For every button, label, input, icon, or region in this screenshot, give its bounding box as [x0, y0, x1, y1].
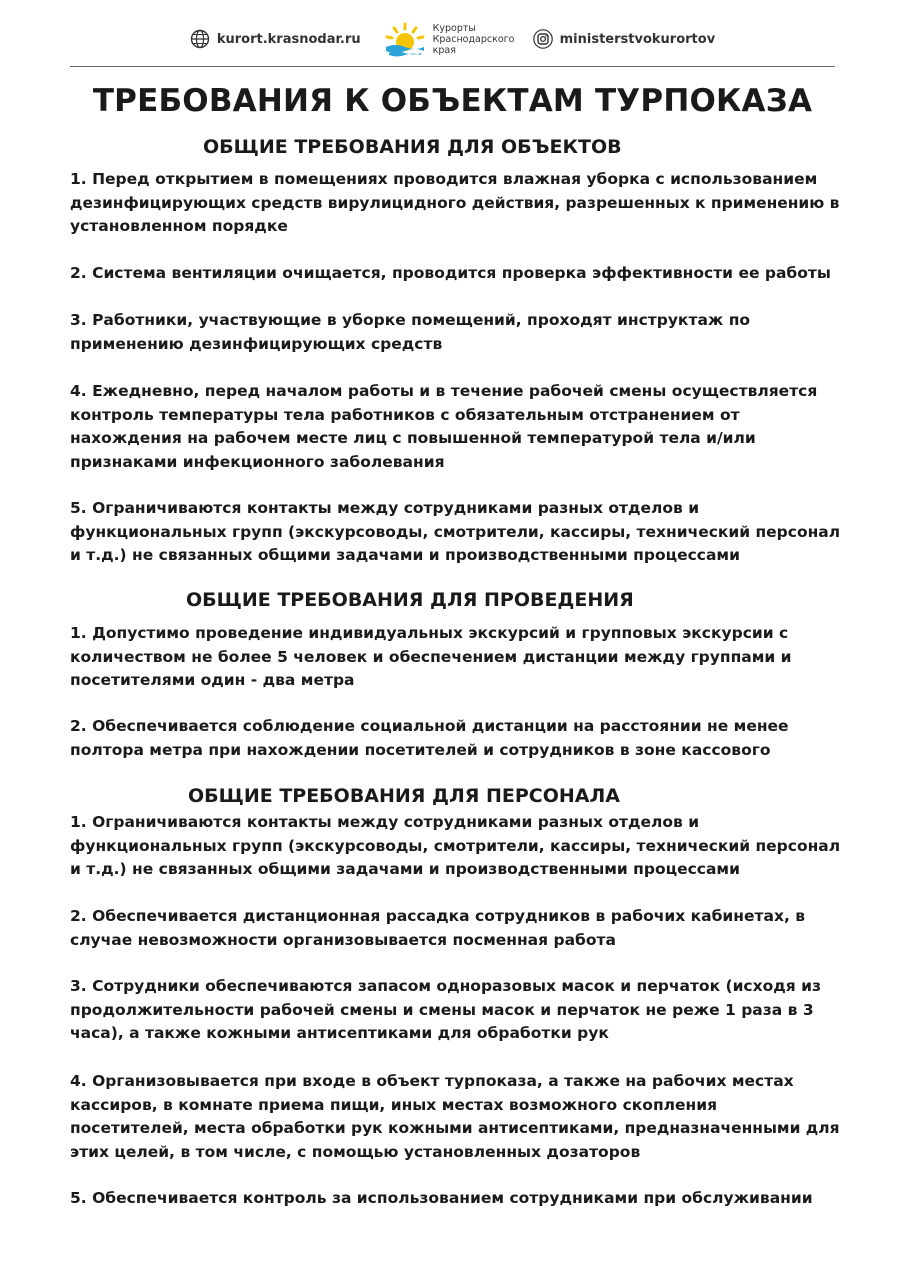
paragraph-line: функциональных групп (экскурсоводы, смотрители, кассиры, технический персонал [70, 522, 841, 541]
paragraph [70, 497, 840, 568]
paragraph-line: 1. Допустимо проведение индивидуальных экскурсий и групповых экскурсии с [70, 624, 789, 642]
paragraph-line: 4. Ежедневно, перед началом работы и в течение рабочей смены осуществляется [70, 382, 818, 400]
paragraph [70, 380, 840, 474]
logo-line: Курорты [432, 22, 476, 34]
paragraph-line: 3. Работники, участвующие в уборке помещений, проходят инструктаж по [70, 311, 751, 329]
section-heading-staff: ОБЩИЕ ТРЕБОВАНИЯ ДЛЯ ПЕРСОНАЛА [188, 785, 620, 807]
paragraph-line: нахождения на рабочем месте лиц с повышенной температурой тела и/или [70, 429, 756, 447]
section-heading-objects: ОБЩИЕ ТРЕБОВАНИЯ ДЛЯ ОБЪЕКТОВ [203, 136, 622, 158]
instagram-block[interactable] [533, 29, 716, 49]
section-heading-conduct: ОБЩИЕ ТРЕБОВАНИЯ ДЛЯ ПРОВЕДЕНИЯ [186, 589, 634, 611]
paragraph [70, 975, 840, 1046]
paragraph-line: продолжительности рабочей смены и смены масок и перчаток не реже 1 раза в 3 [70, 1000, 814, 1019]
paragraph-line: 2. Обеспечивается соблюдение социальной дистанции на расстоянии не менее [70, 717, 789, 735]
page-header [70, 14, 835, 64]
header-divider [70, 66, 835, 67]
paragraph [70, 622, 840, 693]
logo-text [433, 23, 523, 56]
website-block[interactable] [190, 29, 361, 49]
paragraph [70, 309, 840, 356]
globe-icon [190, 29, 210, 49]
paragraph-line: количеством не более 5 человек и обеспечением дистанции между группами и [70, 647, 792, 666]
paragraph-line: часа), а также кожными антисептиками для обработки рук [70, 1024, 609, 1042]
paragraph [70, 905, 840, 952]
paragraph-line: этих целей, в том числе, с помощью установленных дозаторов [70, 1142, 641, 1161]
paragraph-line: применению дезинфицирующих средств [70, 334, 443, 353]
paragraph-line: 1. Перед открытием в помещениях проводится влажная уборка с использованием [70, 170, 818, 188]
logo-line: края [432, 44, 456, 56]
sun-logo-icon [383, 21, 427, 57]
paragraph-line: 5. Обеспечивается контроль за использованием сотрудниками при обслуживании [70, 1189, 813, 1207]
paragraph [70, 811, 840, 882]
paragraph-line: установленном порядке [70, 217, 288, 235]
paragraph-line: полтора метра при нахождении посетителей и сотрудников в зоне кассового [70, 740, 771, 759]
paragraph-line: 2. Обеспечивается дистанционная рассадка сотрудников в рабочих кабинетах, в [70, 907, 806, 925]
paragraph-line: функциональных групп (экскурсоводы, смотрители, кассиры, технический персонал [70, 836, 841, 855]
paragraph-line: и т.д.) не связанных общими задачами и производственными процессами [70, 860, 740, 878]
paragraph [70, 262, 840, 286]
paragraph-line: посетителями один - два метра [70, 671, 355, 689]
paragraph [70, 715, 840, 762]
instagram-handle[interactable]: ministerstvokurortov [559, 31, 716, 47]
paragraph-line: и т.д.) не связанных общими задачами и производственными процессами [70, 546, 740, 564]
paragraph-line: 5. Ограничиваются контакты между сотрудниками разных отделов и [70, 499, 700, 517]
logo-line: Краснодарского [432, 33, 515, 45]
instagram-icon [533, 29, 553, 49]
paragraph-line: 3. Сотрудники обеспечиваются запасом одноразовых масок и перчаток (исходя из [70, 977, 822, 995]
paragraph-line: 1. Ограничиваются контакты между сотрудниками разных отделов и [70, 813, 700, 831]
paragraph [70, 168, 840, 239]
paragraph-line: 2. Система вентиляции очищается, проводится проверка эффективности ее работы [70, 264, 831, 282]
paragraph-line: дезинфицирующих средств вирулицидного действия, разрешенных к применению в [70, 193, 840, 212]
paragraph [70, 1187, 840, 1211]
paragraph [70, 1070, 840, 1164]
page-title: ТРЕБОВАНИЯ К ОБЪЕКТАМ ТУРПОКАЗА [92, 83, 813, 119]
resorts-logo [383, 21, 523, 57]
paragraph-line: контроль температуры тела работников с обязательным отстранением от [70, 405, 740, 424]
paragraph-line: посетителей, места обработки рук кожными антисептиками, предназначенными для [70, 1119, 840, 1137]
website-link[interactable]: kurort.krasnodar.ru [216, 31, 361, 47]
paragraph-line: признаками инфекционного заболевания [70, 452, 445, 471]
paragraph-line: случае невозможности организовывается посменная работа [70, 930, 616, 949]
paragraph-line: кассиров, в комнате приема пищи, иных местах возможного скопления [70, 1095, 718, 1114]
paragraph-line: 4. Организовывается при входе в объект турпоказа, а также на рабочих местах [70, 1072, 794, 1090]
